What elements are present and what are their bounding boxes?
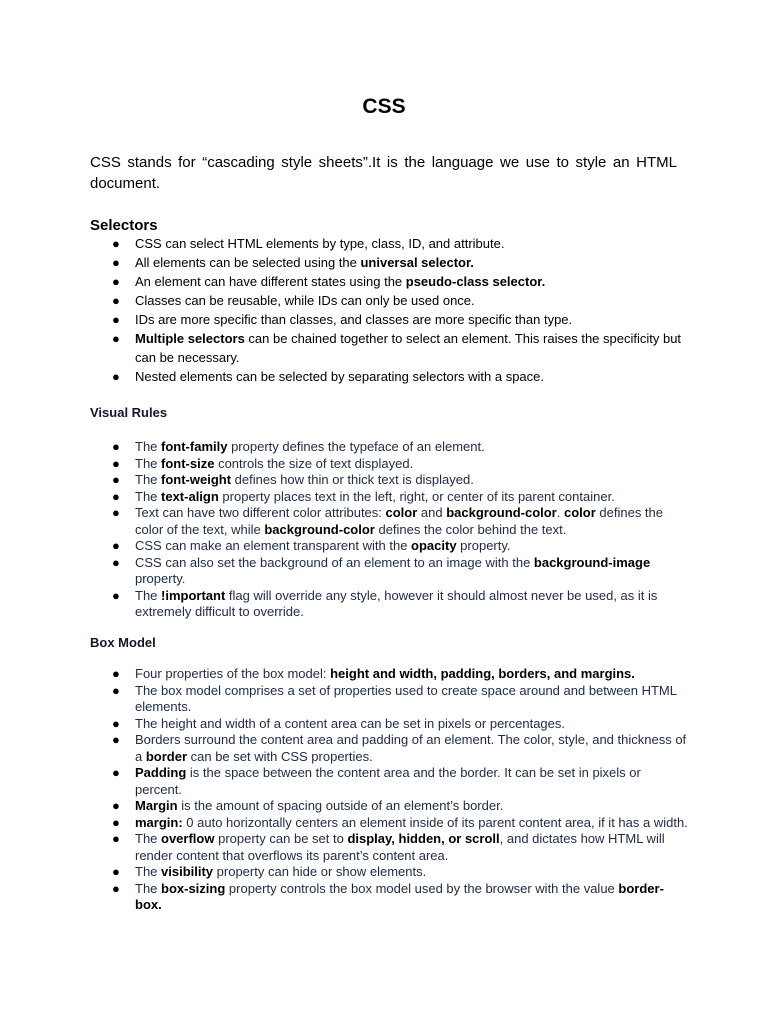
bullet-icon: ● [112, 587, 120, 603]
bullet-icon: ● [112, 682, 120, 698]
text-run: property. [456, 538, 511, 553]
bullet-icon: ● [112, 368, 120, 384]
box-model-list [90, 666, 690, 914]
text-run: Borders surround the content area and padding of an element. The color, style, and thickness of a [135, 732, 687, 764]
list-item [90, 666, 690, 683]
text-run: The box model comprises a set of properties used to create space around and between HTML elements. [135, 682, 677, 714]
list-item [90, 472, 690, 489]
bold-text: font-size [161, 455, 215, 471]
text-run: CSS can select HTML elements by type, class, ID, and attribute. [135, 236, 505, 251]
text-run: IDs are more specific than classes, and classes are more specific than type. [135, 312, 573, 327]
bold-text: color [563, 505, 596, 520]
box-model-heading: Box Model [90, 635, 156, 650]
bold-text: box-sizing [161, 880, 226, 896]
text-run: is the space between the content area and the border. It can be set in pixels or percent. [135, 765, 641, 797]
intro-paragraph: CSS stands for “cascading style sheets”.It is the language we use to style an HTML document. [90, 154, 677, 192]
bullet-icon: ● [112, 666, 120, 681]
bullet-icon: ● [112, 472, 120, 487]
list-item [90, 330, 690, 367]
text-run: controls the size of text displayed. [214, 455, 414, 471]
bold-text: height and width, padding, borders, and margins. [330, 666, 635, 681]
text-run: property controls the box model used by the browser with the value [225, 880, 619, 896]
visual-rules-heading: Visual Rules [90, 405, 168, 420]
text-run: All elements can be selected using the [135, 255, 361, 270]
bullet-icon: ● [112, 732, 120, 747]
bold-text: Multiple selectors [135, 331, 245, 346]
bullet-icon: ● [112, 831, 120, 846]
bold-text: color [385, 505, 418, 520]
list-item [90, 815, 690, 832]
text-run: Text can have two different color attributes: [135, 505, 386, 520]
bold-text: Padding [135, 765, 187, 780]
text-run: The [135, 455, 162, 471]
list-item [90, 538, 690, 555]
list-item [90, 732, 690, 765]
bold-text: overflow [161, 831, 215, 846]
bullet-icon: ● [112, 814, 120, 830]
list-item [90, 254, 690, 273]
bold-text: universal selector. [360, 255, 474, 270]
list-item [90, 439, 690, 456]
text-run: The [135, 472, 162, 487]
text-run: The [135, 587, 162, 603]
selectors-list [90, 235, 690, 387]
visual-rules-list [90, 439, 690, 621]
bold-text: font-weight [161, 472, 232, 487]
page-title: CSS [362, 95, 406, 118]
text-run: CSS can make an element transparent with the [135, 538, 412, 553]
list-item [90, 489, 690, 506]
list-item [90, 273, 690, 292]
list-item [90, 368, 690, 387]
text-run: An element can have different states using the [135, 274, 406, 289]
list-item [90, 716, 690, 733]
text-run: property. [135, 571, 186, 586]
text-run: . [556, 505, 564, 520]
bold-text: !important [161, 587, 226, 603]
bold-text: text-align [161, 488, 219, 504]
text-run: The [135, 864, 162, 879]
text-run: defines the color behind the text. [374, 521, 567, 537]
text-run: can be chained together to select an element. This raises the specificity but can be necessary. [135, 331, 682, 365]
bullet-icon: ● [112, 488, 120, 504]
bold-text: background-image [533, 554, 651, 570]
list-item [90, 864, 690, 881]
selectors-heading: Selectors [90, 217, 158, 234]
list-item [90, 555, 690, 588]
text-run: is the amount of spacing outside of an element’s border. [177, 798, 504, 813]
bullet-icon: ● [112, 293, 120, 308]
text-run: , and dictates how HTML will render content that overflows its parent’s content area. [135, 831, 665, 863]
list-item [90, 311, 690, 330]
bold-text: visibility [161, 864, 214, 879]
bullet-icon: ● [112, 798, 120, 813]
text-run: CSS can also set the background of an element to an image with the [135, 554, 534, 570]
text-run: 0 auto horizontally centers an element inside of its parent content area, if it has a width. [182, 814, 688, 830]
text-run: property can hide or show elements. [213, 864, 427, 879]
list-item [90, 505, 690, 538]
bold-text: pseudo-class selector. [405, 274, 546, 289]
bullet-icon: ● [112, 864, 120, 879]
list-item [90, 831, 690, 864]
text-run: The [135, 488, 162, 504]
list-item [90, 765, 690, 798]
bold-text: border [145, 748, 188, 764]
text-run: defines how thin or thick text is displayed. [231, 472, 474, 487]
text-run: Nested elements can be selected by separating selectors with a space. [135, 368, 545, 384]
bullet-icon: ● [112, 538, 120, 553]
bullet-icon: ● [112, 505, 120, 520]
list-item [90, 798, 690, 815]
bullet-icon: ● [112, 236, 120, 251]
bullet-icon: ● [112, 554, 120, 570]
list-item [90, 588, 690, 621]
bold-text: background-color [264, 521, 375, 537]
text-run: flag will override any style, however it should almost never be used, as it is extremely difficult to override. [135, 587, 658, 619]
text-run: The [135, 880, 162, 896]
bold-text: font-family [161, 439, 228, 454]
bullet-icon: ● [112, 331, 120, 346]
list-item [90, 235, 690, 254]
bullet-icon: ● [112, 455, 120, 471]
text-run: property can be set to [214, 831, 348, 846]
text-run: property defines the typeface of an element. [227, 439, 485, 454]
list-item [90, 881, 690, 914]
text-run: Classes can be reusable, while IDs can only be used once. [135, 293, 475, 308]
bullet-icon: ● [112, 439, 120, 454]
bold-text: opacity [411, 538, 457, 553]
text-run: The [135, 831, 162, 846]
text-run: The height and width of a content area can be set in pixels or percentages. [135, 715, 565, 731]
text-run: Four properties of the box model: [135, 666, 331, 681]
bold-text: Margin [135, 798, 178, 813]
list-item [90, 456, 690, 473]
bold-text: border-box. [135, 880, 664, 912]
bullet-icon: ● [112, 715, 120, 731]
bold-text: margin: [135, 814, 183, 830]
text-run: defines the color of the text, while [135, 505, 663, 537]
text-run: can be set with CSS properties. [187, 748, 373, 764]
list-item [90, 292, 690, 311]
bullet-icon: ● [112, 880, 120, 896]
list-item [90, 683, 690, 716]
bullet-icon: ● [112, 312, 120, 327]
bullet-icon: ● [112, 274, 120, 289]
bold-text: display, hidden, or scroll [347, 831, 500, 846]
text-run: and [417, 505, 447, 520]
bold-text: background-color [446, 505, 557, 520]
text-run: The [135, 439, 162, 454]
bullet-icon: ● [112, 255, 120, 270]
bullet-icon: ● [112, 765, 120, 780]
text-run: property places text in the left, right, or center of its parent container. [218, 488, 615, 504]
